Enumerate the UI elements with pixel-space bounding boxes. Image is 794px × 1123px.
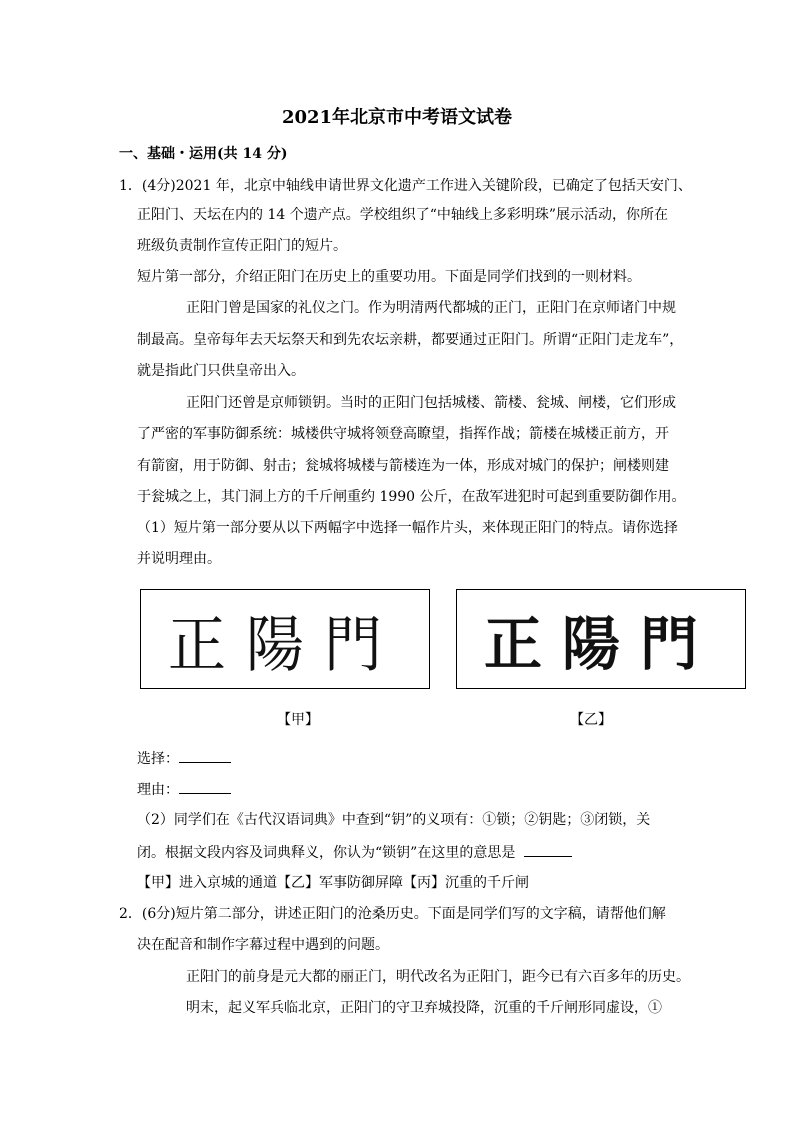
q1-line-2: 正阳门、天坛在内的 14 个遗产点。学校组织了“中轴线上多彩明珠”展示活动，你所在	[137, 207, 669, 223]
q1-line-3: 班级负责制作宣传正阳门的短片。	[137, 238, 347, 254]
sub2-line-2-row	[137, 842, 572, 863]
meaning-blank[interactable]	[524, 842, 572, 857]
sub2-options: 【甲】进入京城的通道【乙】军事防御屏障【丙】沉重的千斤闸	[137, 875, 529, 891]
exam-title: 2021年北京市中考语文试卷	[281, 107, 513, 128]
material-p2-line-4: 于瓮城之上，其门洞上方的千斤闸重约 1990 公斤，在敌军进犯时可起到重要防御作用。	[137, 489, 686, 505]
calligraphy-box-yi	[456, 589, 746, 689]
section-heading: 一、基础・运用(共 14 分)	[119, 146, 288, 162]
q2-material-line-2: 明末，起义军兵临北京，正阳门的守卫弃城投降，沉重的千斤闸形同虚设，①	[186, 1000, 662, 1016]
choice-label: 选择：	[137, 751, 179, 767]
material-p2-line-2: 了严密的军事防御系统：城楼供守城将领登高瞭望，指挥作战；箭楼在城楼正前方，开	[137, 426, 669, 442]
sub1-line-1: （1）短片第一部分要从以下两幅字中选择一幅作片头，来体现正阳门的特点。请你选择	[137, 520, 678, 536]
material-p2-line-1: 正阳门还曾是京师锁钥。当时的正阳门包括城楼、箭楼、瓮城、闸楼，它们形成	[186, 395, 676, 411]
q1-line-4: 短片第一部分，介绍正阳门在历史上的重要功用。下面是同学们找到的一则材料。	[137, 269, 641, 285]
q1-line-1: 1．(4分)2021 年，北京中轴线申请世界文化遗产工作进入关键阶段，已确定了包括天安门、	[119, 178, 692, 194]
q2-line-1: 2．(6分)短片第二部分，讲述正阳门的沧桑历史。下面是同学们写的文字稿，请帮他们解	[119, 906, 666, 922]
choice-blank[interactable]	[179, 748, 231, 763]
calligraphy-box-jia	[140, 589, 430, 689]
material-p1-line-1: 正阳门曾是国家的礼仪之门。作为明清两代都城的正门，正阳门在京师诸门中规	[186, 300, 676, 316]
calligraphy-jia: 正陽門	[167, 608, 402, 680]
q2-material-line-1: 正阳门的前身是元大都的丽正门，明代改名为正阳门，距今已有六百多年的历史。	[186, 969, 690, 985]
sub2-line-1: （2）同学们在《古代汉语词典》中查到“钥”的义项有：①锁；②钥匙；③闭锁，关	[137, 812, 651, 828]
calligraphy-yi: 正陽門	[483, 612, 718, 677]
material-p2-line-3: 有箭窗，用于防御、射击；瓮城将城楼与箭楼连为一体，形成对城门的保护；闸楼则建	[137, 458, 669, 474]
material-p1-line-3: 就是指此门只供皇帝出入。	[137, 363, 305, 379]
sub1-line-2: 并说明理由。	[137, 551, 221, 567]
q2-line-2: 决在配音和制作字幕过程中遇到的问题。	[137, 937, 389, 953]
sub2-line-2: 闭。根据文段内容及词典释义，你认为“锁钥”在这里的意思是	[137, 845, 520, 861]
material-p1-line-2: 制最高。皇帝每年去天坛祭天和到先农坛亲耕，都要通过正阳门。所谓“正阳门走龙车”，	[137, 332, 684, 348]
reason-label: 理由：	[137, 782, 179, 798]
reason-row	[137, 779, 231, 800]
choice-row	[137, 748, 231, 769]
reason-blank[interactable]	[179, 779, 231, 794]
caption-yi: 【乙】	[570, 712, 612, 728]
caption-jia: 【甲】	[277, 712, 319, 728]
